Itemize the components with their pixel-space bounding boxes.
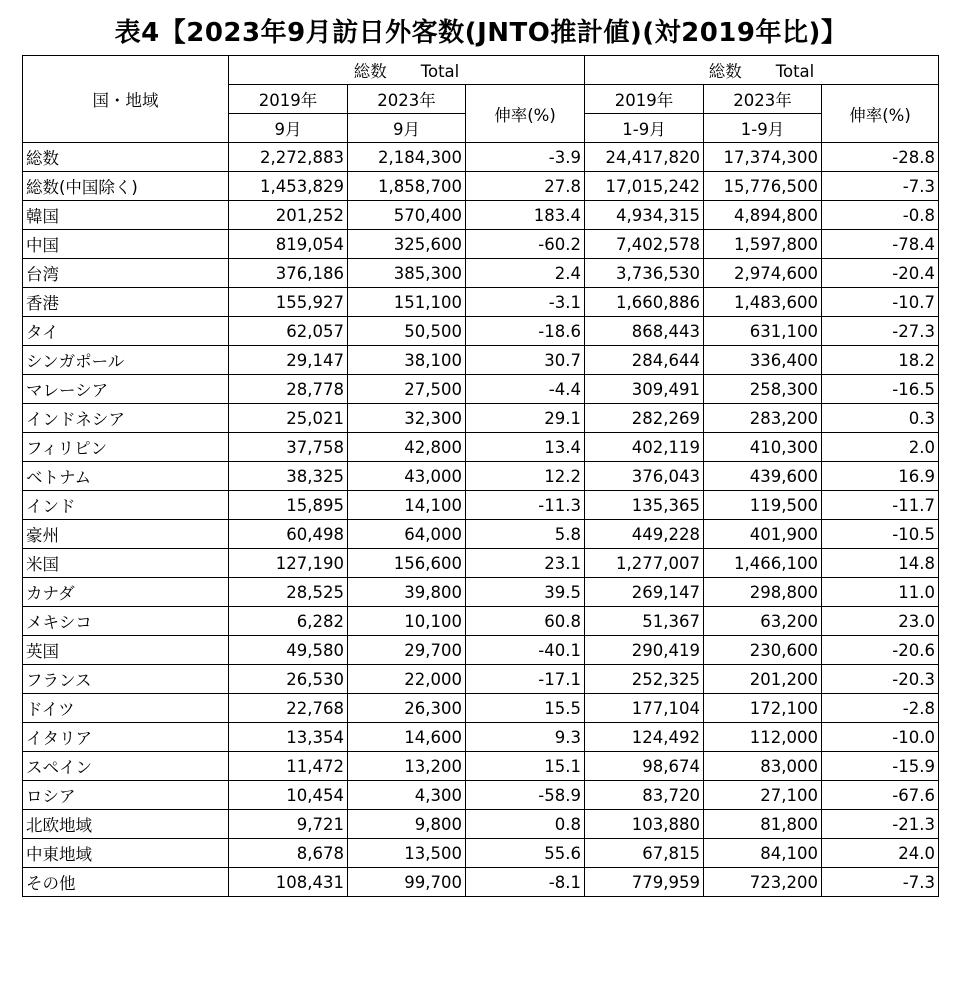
ytd-2019-cell: 51,367 [585,607,704,636]
sep-2019-cell: 28,778 [229,375,348,404]
sep-2019-cell: 2,272,883 [229,143,348,172]
sep-rate-cell: -3.1 [466,288,585,317]
col-header-2023: 2023年 [704,85,822,114]
ytd-rate-cell: 14.8 [822,549,939,578]
sep-2023-cell: 32,300 [348,404,466,433]
ytd-2019-cell: 24,417,820 [585,143,704,172]
table-row [23,549,939,578]
ytd-2019-cell: 309,491 [585,375,704,404]
region-cell: フィリピン [23,433,229,462]
visitor-table [22,55,939,897]
sep-2019-cell: 127,190 [229,549,348,578]
region-cell: メキシコ [23,607,229,636]
ytd-2023-cell: 172,100 [704,694,822,723]
sep-2019-cell: 1,453,829 [229,172,348,201]
sep-2023-cell: 156,600 [348,549,466,578]
sep-2023-cell: 22,000 [348,665,466,694]
ytd-2023-cell: 723,200 [704,868,822,897]
ytd-2023-cell: 27,100 [704,781,822,810]
sep-2019-cell: 8,678 [229,839,348,868]
sep-2019-cell: 10,454 [229,781,348,810]
ytd-rate-cell: -10.7 [822,288,939,317]
sep-2023-cell: 50,500 [348,317,466,346]
ytd-rate-cell: -28.8 [822,143,939,172]
table-row [23,491,939,520]
table-row [23,520,939,549]
ytd-rate-cell: -10.0 [822,723,939,752]
sep-rate-cell: -58.9 [466,781,585,810]
region-cell: 台湾 [23,259,229,288]
ytd-rate-cell: 24.0 [822,839,939,868]
region-cell: 英国 [23,636,229,665]
table-row [23,694,939,723]
sep-rate-cell: 15.1 [466,752,585,781]
sep-2023-cell: 64,000 [348,520,466,549]
col-header-2023: 2023年 [348,85,466,114]
ytd-2023-cell: 15,776,500 [704,172,822,201]
sep-rate-cell: 0.8 [466,810,585,839]
table-row [23,723,939,752]
region-cell: 中国 [23,230,229,259]
sep-2023-cell: 13,500 [348,839,466,868]
region-cell: シンガポール [23,346,229,375]
ytd-rate-cell: -7.3 [822,172,939,201]
ytd-rate-cell: 0.3 [822,404,939,433]
table-row [23,636,939,665]
region-header: 国・地域 [23,56,229,143]
ytd-2019-cell: 290,419 [585,636,704,665]
table-row [23,781,939,810]
sep-2023-cell: 26,300 [348,694,466,723]
sep-2023-cell: 2,184,300 [348,143,466,172]
sep-2023-cell: 14,600 [348,723,466,752]
sep-rate-cell: 55.6 [466,839,585,868]
ytd-2023-cell: 83,000 [704,752,822,781]
sep-rate-cell: 60.8 [466,607,585,636]
col-header-2019: 2019年 [229,85,348,114]
ytd-2023-cell: 298,800 [704,578,822,607]
region-cell: マレーシア [23,375,229,404]
sep-2023-cell: 1,858,700 [348,172,466,201]
region-cell: ベトナム [23,462,229,491]
table-row [23,839,939,868]
region-cell: イタリア [23,723,229,752]
sep-2023-cell: 39,800 [348,578,466,607]
sep-2023-cell: 27,500 [348,375,466,404]
sep-rate-cell: -3.9 [466,143,585,172]
group-header-sep [229,56,585,85]
sep-2019-cell: 49,580 [229,636,348,665]
ytd-2023-cell: 84,100 [704,839,822,868]
col-sub-sep: 9月 [229,114,348,143]
sep-2023-cell: 570,400 [348,201,466,230]
sep-2019-cell: 6,282 [229,607,348,636]
col-sub-sep: 9月 [348,114,466,143]
table-row [23,578,939,607]
ytd-2023-cell: 336,400 [704,346,822,375]
ytd-rate-cell: 11.0 [822,578,939,607]
region-cell: 北欧地域 [23,810,229,839]
sep-2019-cell: 22,768 [229,694,348,723]
ytd-2019-cell: 402,119 [585,433,704,462]
ytd-2019-cell: 779,959 [585,868,704,897]
ytd-2019-cell: 4,934,315 [585,201,704,230]
region-cell: インド [23,491,229,520]
sep-2019-cell: 201,252 [229,201,348,230]
ytd-2023-cell: 63,200 [704,607,822,636]
ytd-rate-cell: -21.3 [822,810,939,839]
sep-rate-cell: -4.4 [466,375,585,404]
sep-2023-cell: 99,700 [348,868,466,897]
ytd-2019-cell: 67,815 [585,839,704,868]
sep-2019-cell: 108,431 [229,868,348,897]
group-label-b: Total [420,62,460,81]
group-header-ytd [585,56,939,85]
sep-2019-cell: 25,021 [229,404,348,433]
ytd-rate-cell: -10.5 [822,520,939,549]
region-cell: フランス [23,665,229,694]
col-sub-ytd: 1-9月 [704,114,822,143]
sep-rate-cell: 9.3 [466,723,585,752]
table-row [23,665,939,694]
ytd-2023-cell: 230,600 [704,636,822,665]
sep-2023-cell: 10,100 [348,607,466,636]
ytd-2019-cell: 868,443 [585,317,704,346]
ytd-2019-cell: 252,325 [585,665,704,694]
table-row [23,433,939,462]
sep-2019-cell: 13,354 [229,723,348,752]
sep-rate-cell: 39.5 [466,578,585,607]
ytd-2019-cell: 1,277,007 [585,549,704,578]
ytd-rate-cell: -2.8 [822,694,939,723]
sep-2019-cell: 26,530 [229,665,348,694]
region-cell: その他 [23,868,229,897]
col-header-2019: 2019年 [585,85,704,114]
sep-rate-cell: 15.5 [466,694,585,723]
ytd-rate-cell: -20.4 [822,259,939,288]
ytd-rate-cell: 16.9 [822,462,939,491]
sep-2023-cell: 325,600 [348,230,466,259]
region-cell: インドネシア [23,404,229,433]
group-label-a: 総数 [708,62,742,81]
table-row [23,172,939,201]
header-row-groups [23,56,939,85]
sep-2023-cell: 14,100 [348,491,466,520]
ytd-2023-cell: 81,800 [704,810,822,839]
ytd-2023-cell: 17,374,300 [704,143,822,172]
sep-rate-cell: -11.3 [466,491,585,520]
table-row [23,230,939,259]
ytd-2023-cell: 283,200 [704,404,822,433]
sep-2023-cell: 29,700 [348,636,466,665]
ytd-2023-cell: 1,597,800 [704,230,822,259]
ytd-2023-cell: 401,900 [704,520,822,549]
ytd-rate-cell: 2.0 [822,433,939,462]
sep-rate-cell: 30.7 [466,346,585,375]
sep-rate-cell: 12.2 [466,462,585,491]
region-cell: 米国 [23,549,229,578]
sep-2019-cell: 37,758 [229,433,348,462]
ytd-2019-cell: 7,402,578 [585,230,704,259]
sep-2019-cell: 819,054 [229,230,348,259]
region-cell: カナダ [23,578,229,607]
ytd-2019-cell: 282,269 [585,404,704,433]
ytd-2019-cell: 103,880 [585,810,704,839]
page-title: 表4【2023年9月訪日外客数(JNTO推計値)(対2019年比)】 [114,18,848,48]
ytd-rate-cell: -16.5 [822,375,939,404]
ytd-rate-cell: 23.0 [822,607,939,636]
sep-2019-cell: 155,927 [229,288,348,317]
sep-rate-cell: -40.1 [466,636,585,665]
sep-2019-cell: 11,472 [229,752,348,781]
table-row [23,462,939,491]
sep-2023-cell: 151,100 [348,288,466,317]
ytd-2023-cell: 439,600 [704,462,822,491]
ytd-2019-cell: 449,228 [585,520,704,549]
region-cell: 韓国 [23,201,229,230]
sep-rate-cell: 5.8 [466,520,585,549]
group-label-a: 総数 [353,62,387,81]
ytd-2019-cell: 17,015,242 [585,172,704,201]
ytd-2019-cell: 376,043 [585,462,704,491]
sep-2023-cell: 38,100 [348,346,466,375]
ytd-2023-cell: 112,000 [704,723,822,752]
table-row [23,346,939,375]
ytd-2023-cell: 258,300 [704,375,822,404]
sep-2019-cell: 60,498 [229,520,348,549]
sep-2019-cell: 62,057 [229,317,348,346]
region-cell: ドイツ [23,694,229,723]
col-sub-ytd: 1-9月 [585,114,704,143]
ytd-2019-cell: 3,736,530 [585,259,704,288]
region-cell: ロシア [23,781,229,810]
ytd-2023-cell: 4,894,800 [704,201,822,230]
ytd-rate-cell: -15.9 [822,752,939,781]
sep-rate-cell: -60.2 [466,230,585,259]
region-cell: 総数(中国除く) [23,172,229,201]
sep-rate-cell: -17.1 [466,665,585,694]
ytd-2019-cell: 135,365 [585,491,704,520]
table-row [23,317,939,346]
ytd-rate-cell: -0.8 [822,201,939,230]
table-row [23,868,939,897]
ytd-rate-cell: -20.3 [822,665,939,694]
sep-2023-cell: 4,300 [348,781,466,810]
ytd-2023-cell: 2,974,600 [704,259,822,288]
sep-2019-cell: 28,525 [229,578,348,607]
region-cell: 中東地域 [23,839,229,868]
ytd-2023-cell: 1,466,100 [704,549,822,578]
region-cell: 香港 [23,288,229,317]
table-row [23,404,939,433]
table-row [23,810,939,839]
ytd-2019-cell: 124,492 [585,723,704,752]
table-row [23,259,939,288]
sep-2023-cell: 9,800 [348,810,466,839]
col-header-rate: 伸率(%) [466,85,585,143]
ytd-rate-cell: -67.6 [822,781,939,810]
region-cell: タイ [23,317,229,346]
sep-rate-cell: 27.8 [466,172,585,201]
ytd-2019-cell: 284,644 [585,346,704,375]
ytd-2023-cell: 1,483,600 [704,288,822,317]
sep-rate-cell: 183.4 [466,201,585,230]
sep-2019-cell: 15,895 [229,491,348,520]
sep-rate-cell: 13.4 [466,433,585,462]
table-row [23,752,939,781]
group-label-b: Total [775,62,815,81]
ytd-rate-cell: -20.6 [822,636,939,665]
sep-rate-cell: 2.4 [466,259,585,288]
ytd-rate-cell: 18.2 [822,346,939,375]
ytd-2019-cell: 98,674 [585,752,704,781]
ytd-2023-cell: 631,100 [704,317,822,346]
ytd-2023-cell: 201,200 [704,665,822,694]
col-header-rate: 伸率(%) [822,85,939,143]
ytd-rate-cell: -7.3 [822,868,939,897]
sep-2023-cell: 385,300 [348,259,466,288]
table-row [23,288,939,317]
ytd-rate-cell: -27.3 [822,317,939,346]
region-cell: 豪州 [23,520,229,549]
sep-rate-cell: 23.1 [466,549,585,578]
table-row [23,143,939,172]
ytd-2019-cell: 269,147 [585,578,704,607]
sep-2019-cell: 9,721 [229,810,348,839]
ytd-2019-cell: 1,660,886 [585,288,704,317]
sep-2023-cell: 13,200 [348,752,466,781]
ytd-2019-cell: 83,720 [585,781,704,810]
sep-rate-cell: -8.1 [466,868,585,897]
sep-rate-cell: -18.6 [466,317,585,346]
ytd-2019-cell: 177,104 [585,694,704,723]
sep-2023-cell: 42,800 [348,433,466,462]
sep-2019-cell: 38,325 [229,462,348,491]
table-row [23,375,939,404]
region-cell: スペイン [23,752,229,781]
ytd-rate-cell: -78.4 [822,230,939,259]
ytd-2023-cell: 410,300 [704,433,822,462]
ytd-rate-cell: -11.7 [822,491,939,520]
sep-2019-cell: 376,186 [229,259,348,288]
sep-rate-cell: 29.1 [466,404,585,433]
table-row [23,201,939,230]
region-cell: 総数 [23,143,229,172]
sep-2023-cell: 43,000 [348,462,466,491]
sep-2019-cell: 29,147 [229,346,348,375]
table-row [23,607,939,636]
ytd-2023-cell: 119,500 [704,491,822,520]
